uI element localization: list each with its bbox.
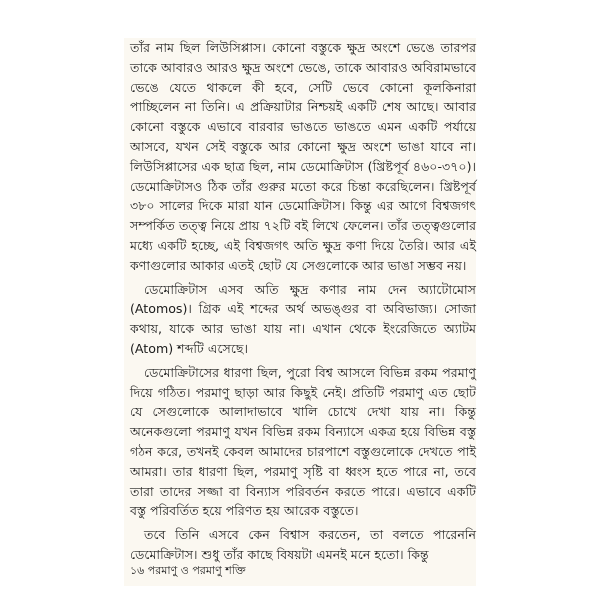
book-page: [124, 38, 476, 586]
paragraph-1: তাঁর নাম ছিল লিউসিপ্পাস। কোনো বস্তুকে ক্ষুদ্র অংশে ভেঙে তারপর তাকে আবারও আরও ক্ষুদ্র অংশে ভেঙে, তাকে আবারও অবিরামভাবে ভেঙে যেতে থাকলে কী হবে, সেটি ভেবে কোনো কূলকিনারা পাচ্ছিলেন না তিনি। এ প্রক্রিয়াটার নিশ্চয়ই একটি শেষ আছে। আবার কোনো বস্তুকে এভাবে বারবার ভাঙতে ভাঙতে এমন একটি পর্যায়ে আসবে, যখন সেই বস্তুকে আর কোনো ক্ষুদ্র অংশে ভাঙা যাবে না। লিউসিপ্পাসের এক ছাত্র ছিল, নাম ডেমোক্রিটাস (খ্রিষ্টপূর্ব ৪৬০-৩৭০)। ডেমোক্রিটাসও ঠিক তাঁর গুরুর মতো করে চিন্তা করেছিলেন। খ্রিষ্টপূর্ব ৩৮০ সালের দিকে মারা যান ডেমোক্রিটাস। কিন্তু এর আগে বিশ্বজগৎ সম্পর্কিত তত্ত্ব নিয়ে প্রায় ৭২টি বই লিখে ফেলেন। তাঁর তত্ত্বগুলোর মধ্যে একটি হচ্ছে, এই বিশ্বজগৎ অতি ক্ষুদ্র কণা দিয়ে তৈরি। আর এই কণাগুলোর আকার এতই ছোট যে সেগুলোকে আর ভাঙা সম্ভব নয়।: [130, 40, 476, 273]
paragraph-4: তবে তিনি এসবে কেন বিশ্বাস করতেন, তা বলতে পারেননি ডেমোক্রিটাস। শুধু তাঁর কাছে বিষয়টা এমনই মনে হতো। কিন্তু: [130, 527, 476, 562]
paragraph-2: ডেমোক্রিটাস এসব অতি ক্ষুদ্র কণার নাম দেন অ্যাটোমোস (Atomos)। গ্রিক এই শব্দের অর্থ অভঙ্গুর বা অবিভাজ্য। সোজা কথায়, যাকে আর ভাঙা যায় না। এখান থেকে ইংরেজিতে অ্যাটম (Atom) শব্দটি এসেছে।: [130, 281, 476, 356]
page-footer: ১৬ পরমাণু ও পরমাণু শক্তি: [130, 564, 246, 577]
paragraph-3: ডেমোক্রিটাসের ধারণা ছিল, পুরো বিশ্ব আসলে বিভিন্ন রকম পরমাণু দিয়ে গঠিত। পরমাণু ছাড়া আর কিছুই নেই। প্রতিটি পরমাণু এত ছোট যে সেগুলোকে আলাদাভাবে খালি চোখে দেখা যায় না। কিন্তু অনেকগুলো পরমাণু যখন বিভিন্ন রকম বিন্যাসে একত্র হয়ে বিভিন্ন বস্তু গঠন করে, তখনই কেবল আমাদের চারপাশে বস্তুগুলোকে দেখতে পাই আমরা। তার ধারণা ছিল, পরমাণু সৃষ্টি বা ধ্বংস হতে পারে না, তবে তারা তাদের সজ্জা বা বিন্যাস পরিবর্তন করতে পারে। এভাবে একটি বস্তু পরিবর্তিত হয়ে পরিণত হয় আরেক বস্তুতে।: [130, 364, 476, 519]
